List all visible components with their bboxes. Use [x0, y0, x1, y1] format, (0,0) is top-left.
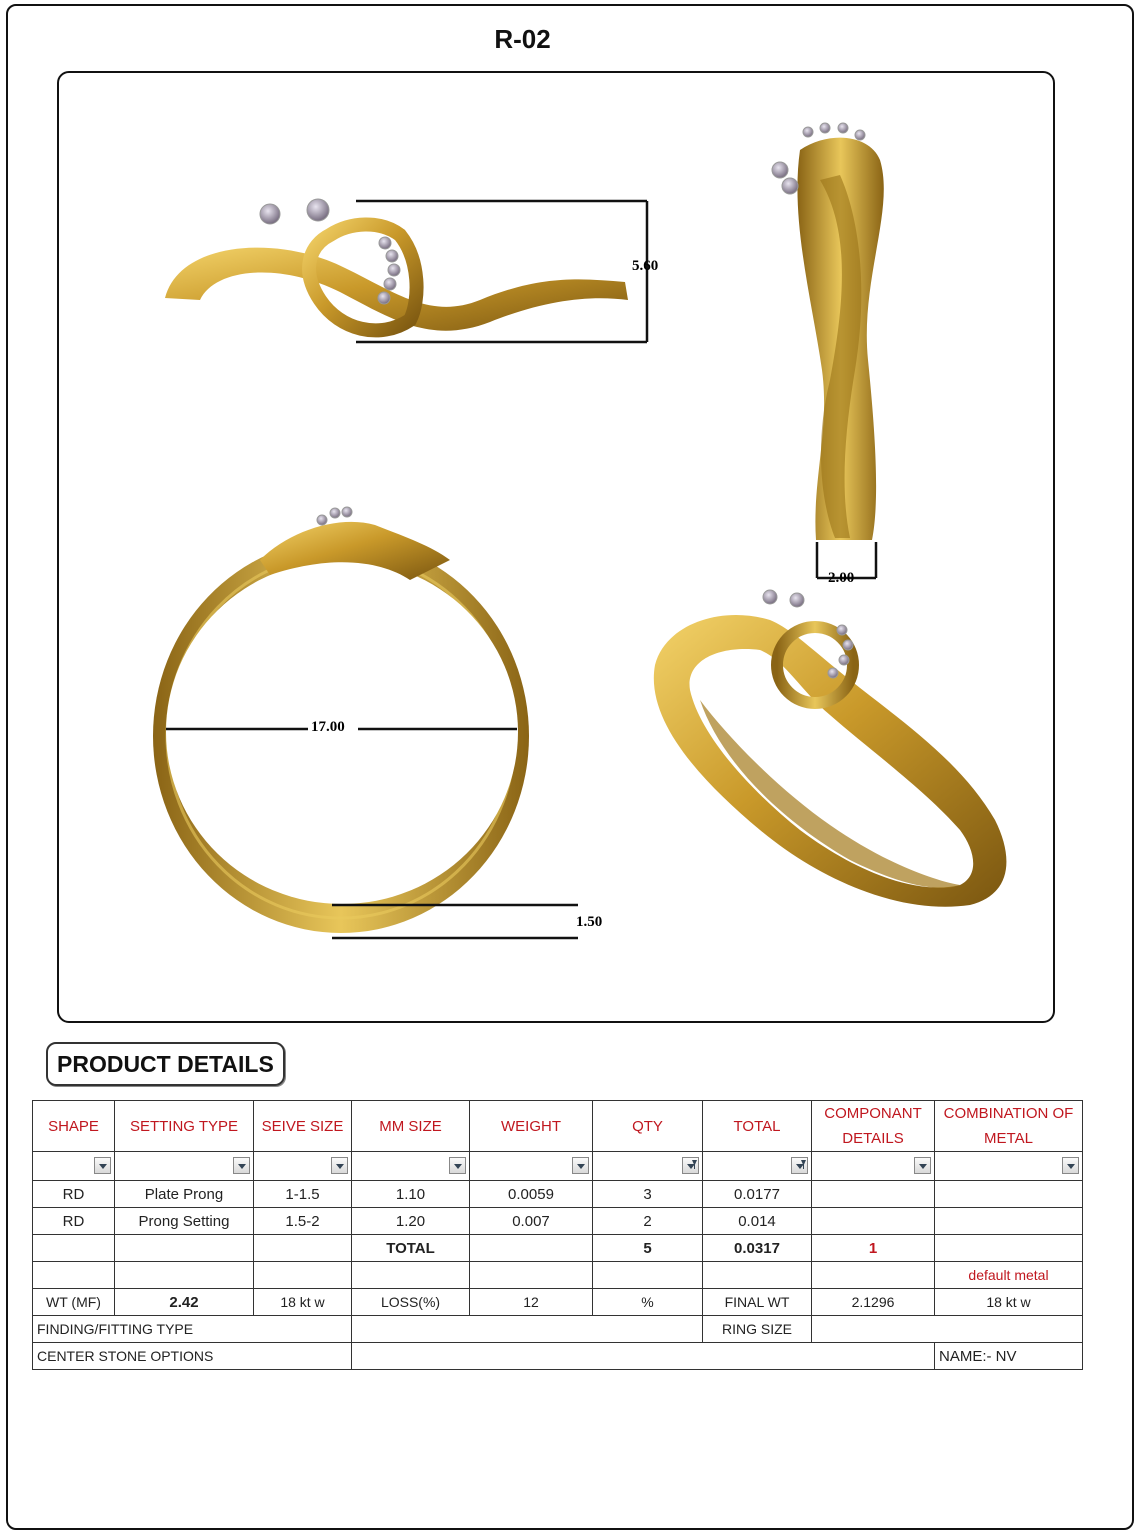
ring-size-label: RING SIZE — [703, 1316, 812, 1343]
table-cell: RD — [33, 1181, 115, 1208]
karat-value: 18 kt w — [254, 1289, 352, 1316]
weight-row — [33, 1289, 1083, 1316]
filter-dropdown-icon[interactable] — [572, 1157, 589, 1174]
filter-applied-icon[interactable] — [682, 1157, 699, 1174]
product-details-label: PRODUCT DETAILS — [46, 1042, 285, 1086]
loss-value: 12 — [470, 1289, 593, 1316]
filter-dropdown-icon[interactable] — [914, 1157, 931, 1174]
header-cell: COMBINATION OF METAL — [935, 1101, 1083, 1152]
table-cell: 1-1.5 — [254, 1181, 352, 1208]
loss-label: LOSS(%) — [352, 1289, 470, 1316]
filter-cell — [703, 1152, 812, 1181]
filter-dropdown-icon[interactable] — [331, 1157, 348, 1174]
wt-label: WT (MF) — [33, 1289, 115, 1316]
height-dimension-label: 5.60 — [632, 258, 659, 274]
header-row — [33, 1101, 1083, 1152]
filter-cell — [593, 1152, 703, 1181]
table-cell: Plate Prong — [115, 1181, 254, 1208]
final-karat-value: 18 kt w — [935, 1289, 1083, 1316]
header-cell: TOTAL — [703, 1101, 812, 1152]
ring-top-view — [165, 199, 628, 331]
table-cell: 0.0059 — [470, 1181, 593, 1208]
total-row — [33, 1235, 1083, 1262]
total-qty: 5 — [593, 1235, 703, 1262]
header-cell: SETTING TYPE — [115, 1101, 254, 1152]
center-stone-row — [33, 1343, 1083, 1370]
filter-dropdown-icon[interactable] — [449, 1157, 466, 1174]
filter-cell — [935, 1152, 1083, 1181]
table-cell: 1.10 — [352, 1181, 470, 1208]
filter-dropdown-icon[interactable] — [1062, 1157, 1079, 1174]
total-label: TOTAL — [352, 1235, 470, 1262]
table-cell: 0.0177 — [703, 1181, 812, 1208]
center-stone-label: CENTER STONE OPTIONS — [33, 1343, 352, 1370]
filter-cell — [812, 1152, 935, 1181]
filter-dropdown-icon[interactable] — [233, 1157, 250, 1174]
table-cell: 2 — [593, 1208, 703, 1235]
default-metal-label: default metal — [935, 1262, 1083, 1289]
filter-cell — [254, 1152, 352, 1181]
product-code-title: R-02 — [494, 24, 551, 54]
header-cell: MM SIZE — [352, 1101, 470, 1152]
ring-perspective-view — [654, 590, 1007, 907]
wt-value: 2.42 — [115, 1289, 254, 1316]
filter-cell — [115, 1152, 254, 1181]
filter-row — [33, 1152, 1083, 1181]
finding-label: FINDING/FITTING TYPE — [33, 1316, 352, 1343]
table-cell: RD — [33, 1208, 115, 1235]
table-row — [33, 1181, 1083, 1208]
table-cell: Prong Setting — [115, 1208, 254, 1235]
header-cell: COMPONANT DETAILS — [812, 1101, 935, 1152]
table-cell: 0.007 — [470, 1208, 593, 1235]
table-cell — [812, 1208, 935, 1235]
table-cell — [935, 1208, 1083, 1235]
total-components: 1 — [812, 1235, 935, 1262]
diameter-dimension-label: 17.00 — [311, 719, 345, 735]
header-cell: WEIGHT — [470, 1101, 593, 1152]
ring-size-value — [812, 1316, 1083, 1343]
name-label: NAME:- NV — [935, 1343, 1083, 1370]
total-weight: 0.0317 — [703, 1235, 812, 1262]
filter-dropdown-icon[interactable] — [94, 1157, 111, 1174]
table-cell — [812, 1181, 935, 1208]
finding-row — [33, 1316, 1083, 1343]
table-cell: 3 — [593, 1181, 703, 1208]
filter-cell — [352, 1152, 470, 1181]
default-metal-row — [33, 1262, 1083, 1289]
filter-applied-icon[interactable] — [791, 1157, 808, 1174]
width-dimension-label: 2.00 — [828, 570, 855, 586]
header-cell: SEIVE SIZE — [254, 1101, 352, 1152]
final-wt-value: 2.1296 — [812, 1289, 935, 1316]
final-wt-label: FINAL WT — [703, 1289, 812, 1316]
table-cell: 0.014 — [703, 1208, 812, 1235]
ring-side-view — [772, 123, 884, 540]
filter-cell — [33, 1152, 115, 1181]
header-cell: SHAPE — [33, 1101, 115, 1152]
table-cell — [935, 1181, 1083, 1208]
product-details-table — [32, 1100, 1083, 1370]
finding-value — [352, 1316, 703, 1343]
loss-percent: % — [593, 1289, 703, 1316]
filter-cell — [470, 1152, 593, 1181]
thickness-dimension-label: 1.50 — [576, 914, 603, 930]
center-stone-value — [352, 1343, 935, 1370]
table-row — [33, 1208, 1083, 1235]
header-cell: QTY — [593, 1101, 703, 1152]
table-cell: 1.5-2 — [254, 1208, 352, 1235]
table-cell: 1.20 — [352, 1208, 470, 1235]
